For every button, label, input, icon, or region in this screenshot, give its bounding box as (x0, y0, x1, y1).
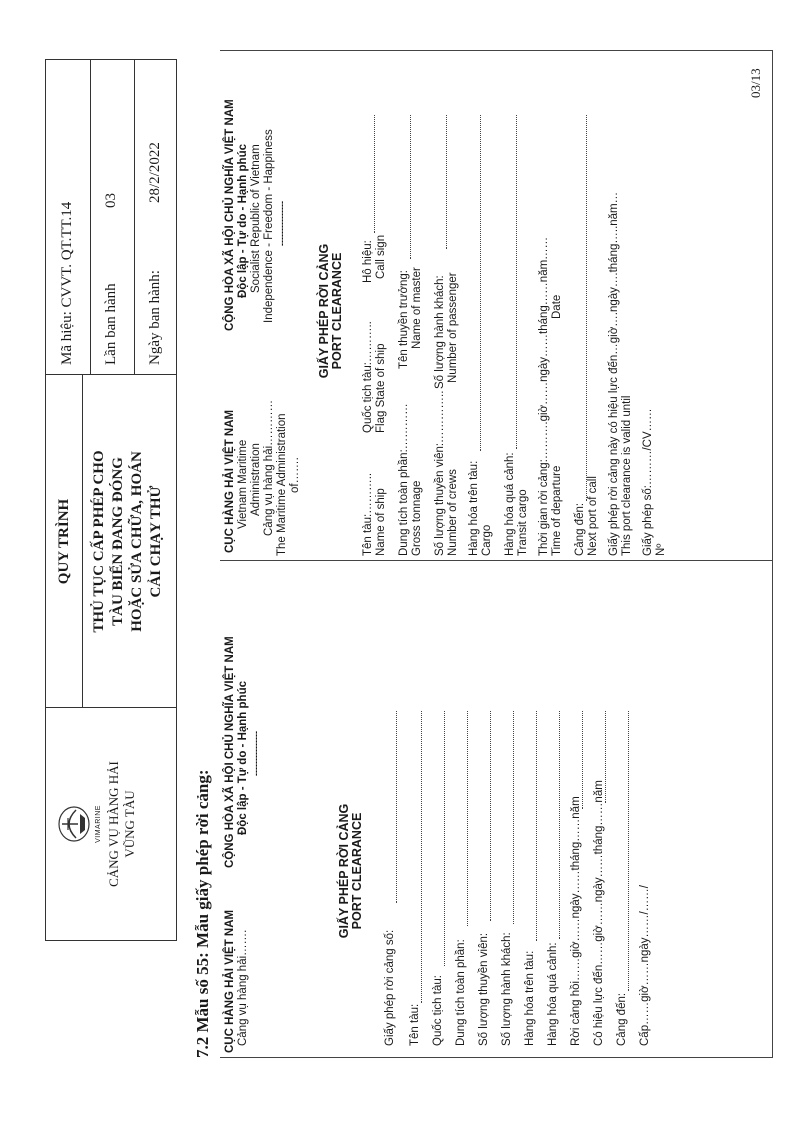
right-port-authority-en2: of……. (289, 457, 301, 493)
left-fill-cargo (536, 711, 537, 941)
right-fill-cargo (480, 115, 481, 451)
left-field-cargo: Hàng hóa trên tàu: (524, 950, 536, 1046)
left-fill-valid-until (605, 711, 606, 803)
right-agency: CỤC HÀNG HẢI VIỆT NAM (224, 409, 236, 553)
right-field-cargo-en: Cargo (481, 524, 493, 556)
right-field-next-port-en: Next port of call (587, 476, 599, 556)
right-field-transit-cargo: Hàng hóa quá cảnh: (504, 452, 516, 556)
org-name-line2: VŨNG TÀU (122, 790, 137, 858)
left-field-issued: Cấp……giờ……ngày……/……/ (639, 885, 651, 1046)
left-form-title-en: PORT CLEARANCE (350, 812, 364, 930)
right-field-valid-until-en: This port clearance is valid until (621, 395, 633, 556)
right-motto-en: Independence - Freedom - Happiness (263, 129, 275, 323)
left-field-valid-until: Có hiệu lực đến……giờ……ngày……tháng……năm (593, 780, 605, 1046)
right-form-title: GIẤY PHÉP RỜI CẢNG (317, 243, 331, 379)
right-agency-en2: Administration (250, 443, 262, 516)
right-field-transit-cargo-en: Transit cargo (517, 489, 529, 556)
right-motto: Độc lập - Tự do - Hạnh phúc (237, 144, 249, 298)
left-fill-departure (582, 711, 583, 809)
right-form-title-en: PORT CLEARANCE (330, 252, 344, 370)
form-frame (220, 50, 773, 1058)
vimarine-logo-icon (56, 804, 92, 844)
left-agency: CỤC HÀNG HẢI VIỆT NAM (224, 909, 236, 1053)
doc-title-line4: CẢI CHẠY THỬ (148, 485, 164, 598)
left-field-passengers: Số lượng hành khách: (501, 932, 513, 1046)
left-field-next-port: Cảng đến: (616, 992, 628, 1046)
org-name-line1: CẢNG VỤ HÀNG HẢI (106, 761, 121, 887)
left-fill-permit-no (396, 711, 397, 903)
right-field-cargo: Hàng hóa trên tàu: (468, 460, 480, 556)
right-field-passengers: Số lượng hành khách: (434, 275, 446, 389)
right-field-ship-name-en: Name of ship (375, 488, 387, 556)
doc-title-line2: TÀU BIỂN ĐANG ĐÓNG (110, 457, 126, 626)
right-field-call-sign: Hô hiệu: (362, 240, 374, 283)
right-agency-en: Vietnam Maritime (237, 439, 249, 529)
right-field-flag: Quốc tịch tàu:……….. (362, 321, 374, 433)
logo-caption: VIMARINE (95, 805, 102, 843)
edition-value: 03 (103, 193, 119, 208)
left-fill-ship-name (421, 711, 422, 1003)
right-motto-rule: --------------- (277, 201, 287, 246)
section-title: 7.2 Mẫu số 55: Mẫu giấy phép rời cảng: (193, 769, 212, 1058)
right-field-crew: Số lượng thuyền viên:………….. (434, 390, 446, 556)
doc-title-line1: THỦ TỤC CẤP PHÉP CHO (91, 450, 107, 633)
left-field-flag: Quốc tịch tàu: (432, 975, 444, 1046)
left-field-transit-cargo: Hàng hóa quá cảnh: (547, 942, 559, 1046)
left-motto-rule: --------------- (251, 731, 261, 776)
right-field-master-en: Name of master (411, 267, 423, 349)
issue-date-value: 28/2/2022 (147, 142, 163, 203)
left-fill-transit-cargo (559, 711, 560, 939)
right-port-authority: Cảng vụ hàng hải………… (263, 399, 275, 536)
right-field-master: Tên thuyền trưởng: (398, 270, 410, 369)
right-nation-en: Socialist Republic of Vietnam (250, 144, 262, 293)
left-fill-passengers (513, 711, 514, 924)
right-field-valid-until: Giấy phép rời cảng này có hiệu lực đến…giờ….ngày….tháng…..năm… (608, 191, 620, 556)
right-field-permit-no-en: Nº (655, 543, 667, 556)
right-field-departure-en: Time of departure (551, 465, 563, 556)
left-fill-crew (490, 711, 491, 921)
right-field-permit-no: Giấy phép số:………/CV…… (642, 408, 654, 556)
right-port-authority-en: The Maritime Administration (276, 413, 288, 556)
doc-code: Mã hiệu: CVVT. QT.TT.14 (59, 201, 75, 365)
page-number: 03/13 (748, 68, 763, 98)
right-field-passengers-en: Number of passenger (447, 272, 459, 383)
right-fill-call-sign (374, 115, 375, 233)
left-fill-flag (444, 711, 445, 966)
doc-type: QUY TRÌNH (56, 498, 72, 585)
left-motto: Độc lập - Tự do - Hạnh phúc (237, 681, 249, 835)
right-field-gross-tonnage: Dung tích toàn phần:………… (398, 403, 410, 556)
right-field-next-port: Cảng đến: (574, 502, 586, 556)
right-field-date-en: Date (551, 294, 563, 319)
header-table (45, 59, 177, 941)
left-fill-next-port (628, 711, 629, 991)
issue-date-label: Ngày ban hành: (147, 270, 163, 365)
left-fill-gross-tonnage (467, 711, 468, 926)
doc-title-line3: HOẶC SỬA CHỮA, HOÁN (129, 451, 145, 632)
right-nation: CỘNG HÒA XÃ HỘI CHỦ NGHĨA VIỆT NAM (224, 99, 236, 331)
left-field-departure: Rời cảng hồi……giờ……ngày……tháng……năm (570, 796, 582, 1046)
left-field-gross-tonnage: Dung tích toàn phần: (455, 939, 467, 1046)
left-field-ship-name: Tên tàu: (409, 1003, 421, 1046)
right-field-call-sign-en: Call sign (375, 234, 387, 279)
right-fill-next-port (586, 115, 587, 501)
right-fill-transit-cargo (516, 115, 517, 449)
edition-label: Lần ban hành (103, 283, 119, 365)
right-fill-master (410, 115, 411, 259)
right-field-crew-en: Number of crews (447, 469, 459, 556)
left-field-crew: Số lượng thuyền viên: (478, 932, 490, 1046)
left-field-permit-no: Giấy phép rời cảng số: (384, 929, 396, 1046)
doc-title (90, 375, 166, 708)
left-form-title: GIẤY PHÉP RỜI CẢNG (337, 803, 351, 939)
right-field-flag-en: Flag State of ship (375, 343, 387, 433)
right-field-gross-tonnage-en: Gross tonnage (411, 480, 423, 556)
left-port-authority: Cảng vụ hàng hải……. (237, 929, 249, 1046)
left-nation: CỘNG HÒA XÃ HỘI CHỦ NGHĨA VIỆT NAM (224, 636, 236, 868)
right-fill-passengers (446, 115, 447, 249)
right-field-departure: Thời gian rời cảng:……….giờ……ngày……tháng……năm…… (538, 236, 550, 556)
right-field-ship-name: Tên tàu:……….. (362, 472, 374, 556)
